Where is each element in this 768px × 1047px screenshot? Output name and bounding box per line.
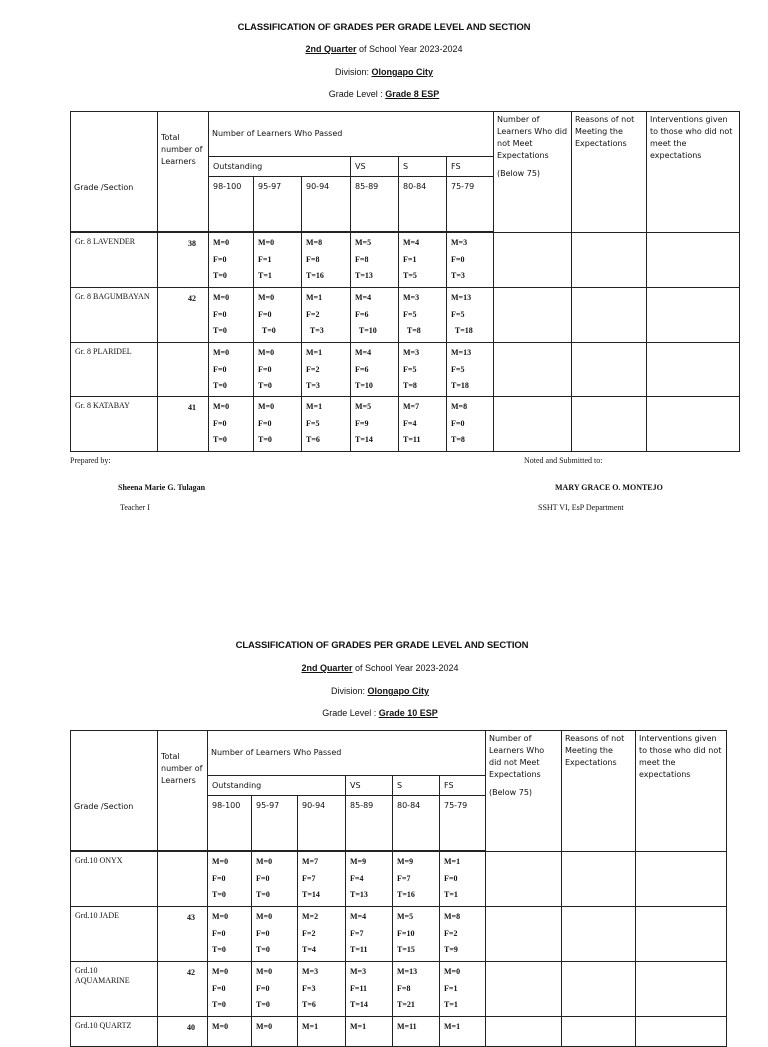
cell-m: M=0 — [258, 348, 275, 357]
section-name: Grd.10 JADE — [71, 907, 158, 962]
division-label: Division: — [334, 67, 372, 77]
section-name: Gr. 8 KATABAY — [71, 397, 158, 452]
cell-f: F=2 — [306, 309, 320, 319]
cell-t: T=3 — [306, 381, 320, 390]
cell-m: M=0 — [256, 857, 273, 866]
grades-table — [70, 730, 727, 1047]
header-s: S — [399, 157, 447, 177]
section-name: Gr. 8 PLARIDEL — [71, 343, 158, 397]
cell-t: T=15 — [397, 945, 415, 954]
range-85-89: 85-89 — [351, 177, 399, 232]
cell-m: M=0 — [213, 348, 230, 357]
cell-f: F=3 — [302, 983, 316, 993]
range-95-97: 95-97 — [252, 796, 298, 851]
cell-m: M=0 — [256, 912, 273, 921]
cell-f: F=0 — [256, 983, 270, 993]
school-year: of School Year 2023-2024 — [352, 663, 459, 673]
division-label: Division: — [330, 686, 368, 696]
cell-f: F=0 — [451, 418, 465, 428]
cell-f: F=2 — [306, 364, 320, 374]
cell-t: T=4 — [302, 945, 316, 954]
table-row — [71, 288, 740, 343]
cell-m: M=3 — [451, 238, 468, 247]
section-name: Grd.10 AQUAMARINE — [71, 962, 158, 1017]
cell-f: F=5 — [403, 364, 417, 374]
total-learners: 42 — [158, 288, 209, 343]
cell-m: M=3 — [403, 348, 420, 357]
cell-t: T=8 — [403, 326, 421, 335]
cell-t: T=6 — [302, 1000, 316, 1009]
cell-m: M=3 — [403, 293, 420, 302]
cell-m: M=1 — [306, 348, 323, 357]
below-75: (Below 75) — [497, 169, 541, 178]
cell-t: T=21 — [397, 1000, 415, 1009]
cell-t: T=3 — [306, 326, 324, 335]
cell-f: F=1 — [444, 983, 458, 993]
section-name: Gr. 8 LAVENDER — [71, 233, 158, 288]
cell-t: T=14 — [355, 435, 373, 444]
cell-f: F=4 — [350, 873, 364, 883]
school-year: of School Year 2023-2024 — [356, 44, 463, 54]
cell-m: M=7 — [403, 402, 420, 411]
cell-t: T=0 — [212, 1000, 226, 1009]
cell-f: F=0 — [213, 254, 227, 264]
cell-m: M=8 — [451, 402, 468, 411]
header-grade-section: Grade /Section — [71, 731, 158, 851]
total-learners — [158, 852, 208, 907]
cell-m: M=13 — [397, 967, 418, 976]
below-75: (Below 75) — [489, 788, 533, 797]
cell-f: F=7 — [350, 928, 364, 938]
header-fs: FS — [440, 776, 486, 796]
cell-t: T=9 — [444, 945, 458, 954]
grade-level: Grade 8 ESP — [385, 89, 440, 99]
preparer-name: Sheena Marie G. Tulagan — [118, 483, 206, 492]
cell-f: F=0 — [444, 873, 458, 883]
quarter-line — [0, 663, 764, 673]
cell-t: T=6 — [306, 435, 320, 444]
cell-m: M=3 — [302, 967, 319, 976]
cell-t: T=10 — [355, 326, 377, 335]
header-interventions: Interventions given to those who did not meet the expectations — [636, 731, 727, 852]
cell-m: M=1 — [350, 1022, 367, 1031]
total-learners — [158, 343, 209, 397]
noter-name: MARY GRACE O. MONTEJO — [555, 483, 663, 492]
total-learners: 40 — [158, 1017, 208, 1047]
cell-f: F=6 — [355, 364, 369, 374]
cell-m: M=4 — [355, 293, 372, 302]
grade-level-label: Grade Level : — [328, 89, 386, 99]
noter-title: SSHT VI, EsP Department — [538, 503, 624, 512]
section-name: Grd.10 ONYX — [71, 852, 158, 907]
cell-f: F=0 — [256, 928, 270, 938]
cell-m: M=0 — [213, 402, 230, 411]
total-learners: 41 — [158, 397, 209, 452]
cell-m: M=5 — [355, 238, 372, 247]
quarter-line — [0, 44, 768, 54]
cell-f: F=7 — [302, 873, 316, 883]
cell-f: F=0 — [258, 418, 272, 428]
cell-f: F=0 — [212, 928, 226, 938]
cell-t: T=0 — [256, 890, 270, 899]
table-row — [71, 233, 740, 288]
cell-t: T=14 — [350, 1000, 368, 1009]
cell-f: F=7 — [397, 873, 411, 883]
header-reasons: Reasons of not Meeting the Expectations — [572, 112, 647, 233]
cell-m: M=0 — [212, 967, 229, 976]
division: Olongapo City — [371, 67, 433, 77]
not-meet-text: Number of Learners Who did not Meet Expectations — [497, 115, 568, 160]
section-name: Grd.10 QUARTZ — [71, 1017, 158, 1047]
grade-level-label: Grade Level : — [322, 708, 379, 718]
cell-t: T=0 — [256, 1000, 270, 1009]
cell-f: F=9 — [355, 418, 369, 428]
prepared-by-label: Prepared by: — [70, 456, 111, 465]
cell-t: T=10 — [355, 381, 373, 390]
cell-f: F=4 — [403, 418, 417, 428]
noted-by-label: Noted and Submitted to: — [524, 456, 603, 465]
cell-f: F=11 — [350, 983, 368, 993]
cell-m: M=1 — [306, 293, 323, 302]
header-outstanding: Outstanding — [208, 776, 346, 796]
cell-f: F=1 — [403, 254, 417, 264]
division: Olongapo City — [367, 686, 429, 696]
cell-f: F=0 — [213, 418, 227, 428]
header-vs: VS — [346, 776, 393, 796]
cell-m: M=1 — [444, 857, 461, 866]
range-75-79: 75-79 — [447, 177, 494, 232]
cell-m: M=11 — [397, 1022, 417, 1031]
cell-m: M=0 — [213, 293, 230, 302]
cell-t: T=8 — [451, 435, 465, 444]
cell-t: T=0 — [212, 890, 226, 899]
cell-m: M=8 — [444, 912, 461, 921]
cell-m: M=1 — [306, 402, 323, 411]
total-learners: 43 — [158, 907, 208, 962]
cell-m: M=1 — [302, 1022, 319, 1031]
header-not-meet — [494, 112, 572, 233]
cell-f: F=0 — [212, 983, 226, 993]
cell-t: T=0 — [256, 945, 270, 954]
cell-m: M=4 — [355, 348, 372, 357]
cell-t: T=5 — [403, 271, 417, 280]
cell-t: T=1 — [444, 1000, 458, 1009]
range-85-89: 85-89 — [346, 796, 393, 851]
division-line — [0, 686, 764, 696]
cell-f: F=0 — [213, 309, 227, 319]
cell-t: T=0 — [213, 435, 227, 444]
table-row — [71, 1017, 727, 1047]
cell-m: M=9 — [397, 857, 414, 866]
range-90-94: 90-94 — [298, 796, 346, 851]
table-row — [71, 343, 740, 397]
cell-f: F=8 — [306, 254, 320, 264]
division-line — [0, 67, 768, 77]
not-meet-text: Number of Learners Who did not Meet Expectations — [489, 734, 545, 779]
grade-level-line — [0, 708, 764, 718]
cell-f: F=5 — [451, 309, 465, 319]
cell-m: M=0 — [258, 293, 275, 302]
cell-m: M=4 — [403, 238, 420, 247]
cell-f: F=5 — [403, 309, 417, 319]
header-passed: Number of Learners Who Passed — [208, 731, 486, 776]
section-name: Gr. 8 BAGUMBAYAN — [71, 288, 158, 343]
cell-t: T=11 — [403, 435, 421, 444]
cell-m: M=0 — [213, 238, 230, 247]
cell-m: M=8 — [306, 238, 323, 247]
header-s: S — [393, 776, 440, 796]
cell-m: M=0 — [444, 967, 461, 976]
cell-m: M=13 — [451, 348, 472, 357]
cell-t: T=1 — [444, 890, 458, 899]
cell-f: F=1 — [258, 254, 272, 264]
range-98-100: 98-100 — [208, 796, 252, 851]
doc-title: CLASSIFICATION OF GRADES PER GRADE LEVEL AND SECTION — [237, 22, 531, 33]
cell-m: M=3 — [350, 967, 367, 976]
grade-level-line — [0, 89, 768, 99]
range-75-79: 75-79 — [440, 796, 486, 851]
header-total-learners: Total number of Learners — [158, 112, 209, 232]
cell-f: F=0 — [258, 309, 272, 319]
cell-m: M=0 — [212, 857, 229, 866]
cell-t: T=0 — [212, 945, 226, 954]
total-learners: 42 — [158, 962, 208, 1017]
cell-m: M=5 — [355, 402, 372, 411]
range-80-84: 80-84 — [399, 177, 447, 232]
header-vs: VS — [351, 157, 399, 177]
header-passed: Number of Learners Who Passed — [209, 112, 494, 157]
cell-t: T=18 — [451, 381, 469, 390]
range-90-94: 90-94 — [302, 177, 351, 232]
cell-m: M=0 — [256, 1022, 273, 1031]
cell-m: M=4 — [350, 912, 367, 921]
table-row — [71, 852, 727, 907]
cell-m: M=5 — [397, 912, 414, 921]
doc-title: CLASSIFICATION OF GRADES PER GRADE LEVEL AND SECTION — [235, 640, 529, 651]
header-reasons: Reasons of not Meeting the Expectations — [562, 731, 636, 852]
cell-m: M=2 — [302, 912, 319, 921]
cell-t: T=0 — [213, 271, 227, 280]
cell-m: M=13 — [451, 293, 472, 302]
cell-m: M=1 — [444, 1022, 461, 1031]
cell-m: M=0 — [258, 238, 275, 247]
cell-f: F=0 — [451, 254, 465, 264]
cell-t: T=11 — [350, 945, 368, 954]
cell-t: T=13 — [355, 271, 373, 280]
cell-f: F=10 — [397, 928, 415, 938]
cell-m: M=7 — [302, 857, 319, 866]
cell-m: M=9 — [350, 857, 367, 866]
total-learners: 38 — [158, 233, 209, 288]
cell-f: F=5 — [306, 418, 320, 428]
cell-f: F=8 — [355, 254, 369, 264]
cell-f: F=8 — [397, 983, 411, 993]
header-total-learners: Total number of Learners — [158, 731, 208, 851]
quarter: 2nd Quarter — [301, 663, 353, 673]
cell-t: T=16 — [306, 271, 324, 280]
range-95-97: 95-97 — [254, 177, 302, 232]
header-interventions: Interventions given to those who did not meet the expectations — [647, 112, 740, 233]
cell-f: F=0 — [213, 364, 227, 374]
preparer-title: Teacher I — [120, 503, 150, 512]
table-row — [71, 397, 740, 452]
header-grade-section: Grade /Section — [71, 112, 158, 232]
cell-t: T=8 — [403, 381, 417, 390]
grade-level: Grade 10 ESP — [378, 708, 438, 718]
cell-f: F=5 — [451, 364, 465, 374]
cell-t: T=16 — [397, 890, 415, 899]
cell-t: T=13 — [350, 890, 368, 899]
cell-t: T=1 — [258, 271, 272, 280]
cell-m: M=0 — [256, 967, 273, 976]
cell-t: T=0 — [258, 381, 272, 390]
cell-f: F=2 — [302, 928, 316, 938]
cell-m: M=0 — [258, 402, 275, 411]
range-98-100: 98-100 — [209, 177, 254, 232]
header-outstanding: Outstanding — [209, 157, 351, 177]
cell-t: T=0 — [213, 381, 227, 390]
table-row — [71, 907, 727, 962]
cell-f: F=0 — [258, 364, 272, 374]
cell-t: T=0 — [258, 435, 272, 444]
header-fs: FS — [447, 157, 494, 177]
cell-f: F=0 — [256, 873, 270, 883]
grades-table — [70, 111, 740, 452]
cell-f: F=6 — [355, 309, 369, 319]
quarter: 2nd Quarter — [305, 44, 357, 54]
cell-m: M=0 — [212, 1022, 229, 1031]
cell-t: T=0 — [213, 326, 227, 335]
cell-t: T=14 — [302, 890, 320, 899]
header-not-meet — [486, 731, 562, 852]
range-80-84: 80-84 — [393, 796, 440, 851]
cell-m: M=0 — [212, 912, 229, 921]
cell-t: T=0 — [258, 326, 276, 335]
cell-t: T=3 — [451, 271, 465, 280]
cell-f: F=2 — [444, 928, 458, 938]
cell-f: F=0 — [212, 873, 226, 883]
cell-t: T=18 — [451, 326, 473, 335]
table-row — [71, 962, 727, 1017]
